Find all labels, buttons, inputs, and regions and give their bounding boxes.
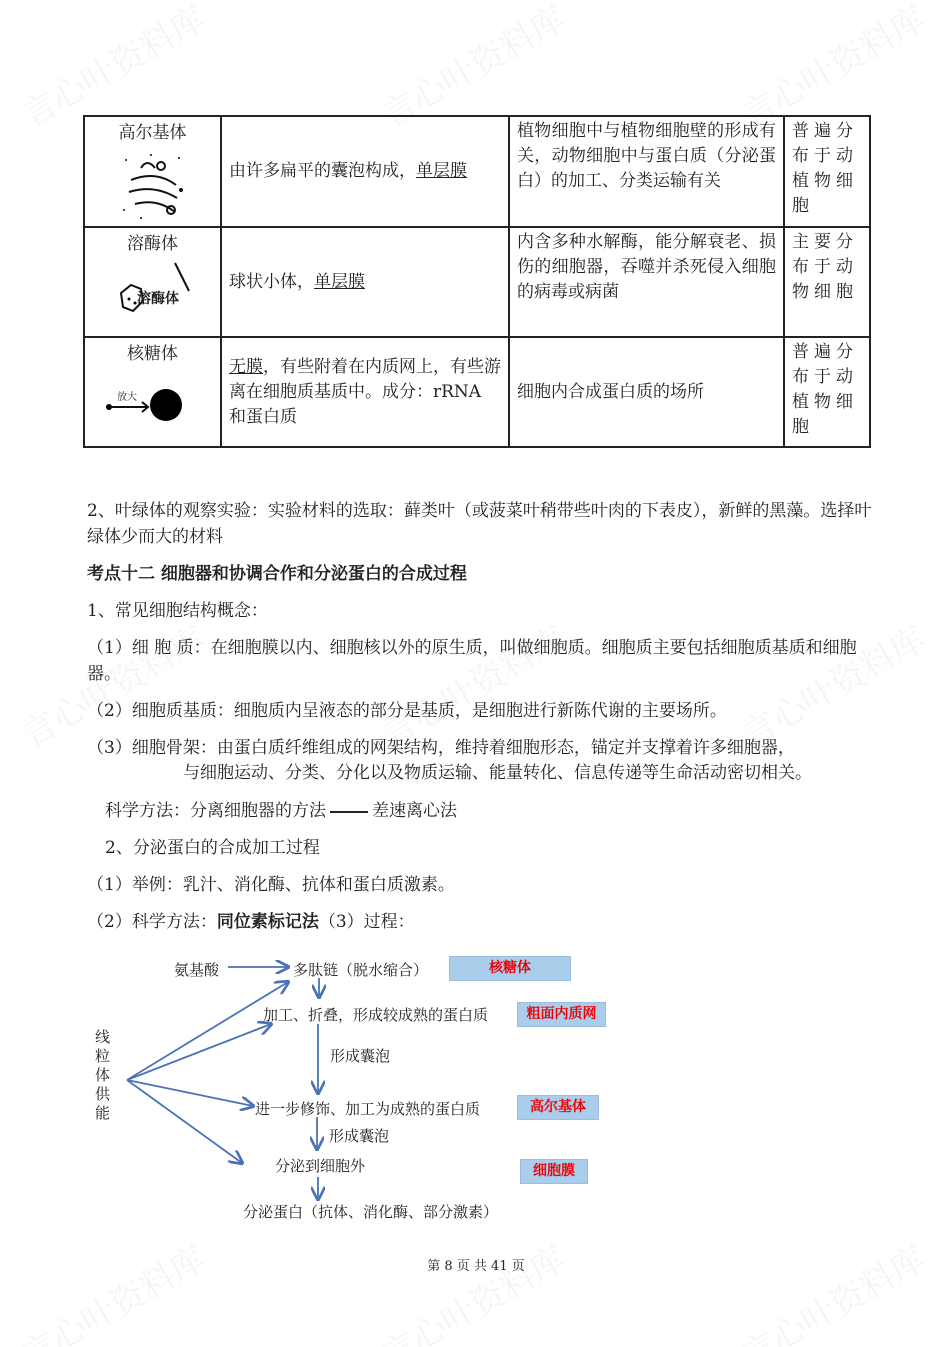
paragraph: 2、分泌蛋白的合成加工过程 [105, 838, 320, 858]
distribution-text: 普遍分布于动植物细胞 [784, 116, 870, 227]
flow-vesicle: 形成囊泡 [330, 1047, 391, 1065]
flow-amino-acid: 氨基酸 [174, 961, 220, 979]
arrow [127, 982, 288, 1080]
flow-modify: 进一步修饰、加工为成熟的蛋白质 [255, 1100, 481, 1118]
section-heading: 考点十二 细胞器和协调合作和分泌蛋白的合成过程 [87, 564, 467, 584]
organelle-name: 溶酶体 [127, 234, 178, 254]
distribution-text: 主要分布于动物细胞 [784, 227, 870, 337]
structure-text: ，有些附着在内质网上，有些游离在细胞质基质中。成分：rRNA 和蛋白质 [229, 356, 501, 427]
function-text: 植物细胞中与植物细胞壁的形成有关，动物细胞中与蛋白质（分泌蛋白）的加工、分类运输有关 [509, 116, 784, 227]
paragraph: 1、常见细胞结构概念： [87, 601, 268, 621]
flow-energy-mitochondria: 线粒体供能 [95, 1028, 111, 1122]
method-name: 差速离心法 [372, 801, 457, 821]
organelle-name: 高尔基体 [118, 123, 187, 143]
method-label: （2）科学方法： [87, 912, 217, 932]
method-name: 同位素标记法 [216, 912, 319, 932]
process-label: （3）过程： [318, 912, 415, 932]
paragraph: 与细胞运动、分类、分化以及物质运输、能量转化、信息传递等生命活动密切相关。 [183, 763, 812, 783]
organelle-tag-membrane: 细胞膜 [520, 1159, 588, 1184]
flow-folding: 加工、折叠，形成较成熟的蛋白质 [263, 1006, 489, 1024]
arrow [127, 1024, 271, 1080]
paragraph: 2、叶绿体的观察实验：实验材料的选取：藓类叶（或菠菜叶稍带些叶肉的下表皮），新鲜的黑藻。选择叶绿体少而大的材料 [87, 501, 872, 547]
organelle-tag-ribosome: 核糖体 [449, 956, 571, 981]
flow-vesicle: 形成囊泡 [329, 1127, 390, 1145]
paragraph: （3）细胞骨架：由蛋白质纤维组成的网架结构，维持着细胞形态，锚定并支撑着许多细胞器， [87, 738, 795, 758]
structure-text: 由许多扁平的囊泡构成， [229, 161, 416, 181]
organelle-tag-golgi: 高尔基体 [517, 1095, 599, 1120]
method-label: 科学方法：分离细胞器的方法 [105, 801, 326, 821]
paragraph: （2）细胞质基质：细胞质内呈液态的部分是基质，是细胞进行新陈代谢的主要场所。 [87, 701, 727, 721]
flow-product: 分泌蛋白（抗体、消化酶、部分激素） [243, 1203, 499, 1221]
structure-text: 球状小体， [229, 271, 314, 292]
image-label: 放大 [117, 392, 137, 403]
function-text: 细胞内合成蛋白质的场所 [509, 337, 784, 447]
membrane-type: 单层膜 [416, 161, 467, 181]
membrane-type: 无膜 [229, 356, 263, 377]
image-label: 溶酶体 [137, 291, 179, 307]
flow-secrete: 分泌到细胞外 [275, 1157, 366, 1175]
flow-polypeptide: 多肽链（脱水缩合） [293, 961, 429, 979]
paragraph: （1）举例：乳汁、消化酶、抗体和蛋白质激素。 [87, 875, 455, 895]
page-footer: 第 8 页 共 41 页 [427, 1259, 525, 1274]
paragraph: （1）细 胞 质：在细胞膜以内、细胞核以外的原生质，叫做细胞质。细胞质主要包括细胞质基质和细胞器。 [87, 638, 857, 684]
organelle-name: 核糖体 [127, 344, 178, 364]
distribution-text: 普遍分布于动植物细胞 [784, 337, 870, 447]
function-text: 内含多种水解酶，能分解衰老、损伤的细胞器，吞噬并杀死侵入细胞的病毒或病菌 [509, 227, 784, 337]
membrane-type: 单层膜 [314, 271, 365, 292]
organelle-tag-rough-er: 粗面内质网 [517, 1002, 606, 1027]
